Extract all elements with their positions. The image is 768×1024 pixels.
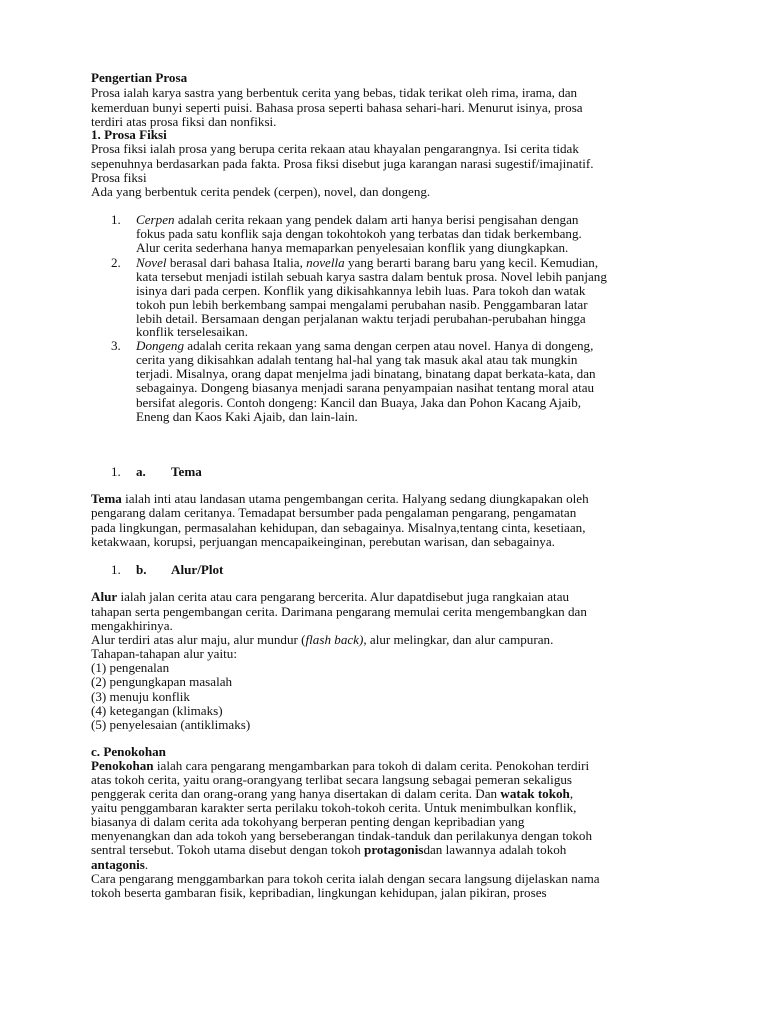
list-number: 1. (111, 212, 121, 227)
subheading-letter: a. (136, 464, 146, 479)
subheading-letter: b. (136, 562, 147, 577)
list-number: 3. (111, 338, 121, 353)
paragraph-line: ketakwaan, korupsi, perjuangan mencapaikeinginan, perebutan warisan, dan sebagainya. (91, 534, 555, 549)
list-item-line: cerita yang dikisahkan adalah tentang hal-hal yang tak masuk akal atau tak mungkin (136, 352, 578, 367)
list-item-line: sebagainya. Dongeng biasanya menjadi sarana penyampaian nasihat tentang moral atau (136, 380, 595, 395)
subheading-number: 1. (111, 464, 121, 479)
section-heading-pengertian: Pengertian Prosa (91, 70, 188, 85)
paragraph-line: pengarang dalam ceritanya. Temadapat bersumber pada pengalaman pengarang, pengamatan (91, 505, 577, 520)
list-item-line: Eneng dan Kaos Kaki Ajaib, dan lain-lain. (136, 409, 358, 424)
paragraph-line: Cara pengarang menggambarkan para tokoh cerita ialah dengan secara langsung dijelaskan nama (91, 871, 600, 886)
paragraph-line: biasanya di dalam cerita ada tokohyang berperan penting dengan kepribadian yang (91, 814, 525, 829)
list-item: (3) menuju konflik (91, 689, 190, 704)
list-item-line: isinya dari pada cerpen. Konflik yang dikisahkannya lebih luas. Para tokoh dan watak (136, 283, 586, 298)
paragraph-line: sentral tersebut. Tokoh utama disebut dengan tokoh protagonisdan lawannya adalah tokoh (91, 842, 567, 857)
list-item: (5) penyelesaian (antiklimaks) (91, 717, 251, 732)
paragraph-line: pada lingkungan, permasalahan kehidupan, dan sebagainya. Misalnya,tentang cinta, kesetiaan, (91, 520, 586, 535)
list-item-dongeng: Dongeng adalah cerita rekaan yang sama dengan cerpen atau novel. Hanya di dongeng, (136, 338, 594, 353)
list-item-line: tokoh pun lebih berkembang sampai mengalami perubahan nasib. Penggambaran latar (136, 297, 588, 312)
paragraph-line: Ada yang berbentuk cerita pendek (cerpen), novel, dan dongeng. (91, 184, 431, 199)
list-item: (2) pengungkapan masalah (91, 674, 233, 689)
section-heading-prosa-fiksi: 1. Prosa Fiksi (91, 127, 167, 142)
paragraph-line: atas tokoh cerita, yaitu orang-orangyang terlibat secara langsung sebagai pemeran sekaligus (91, 772, 573, 787)
paragraph-line: Prosa fiksi (91, 170, 147, 185)
list-item-cerpen: Cerpen adalah cerita rekaan yang pendek dalam arti hanya berisi pengisahan dengan (136, 212, 579, 227)
paragraph-line: Prosa ialah karya sastra yang berbentuk cerita yang bebas, tidak terikat oleh rima, irama, dan (91, 85, 578, 100)
paragraph-line: mengakhirinya. (91, 618, 173, 633)
paragraph-line: tokoh beserta gambaran fisik, kepribadian, lingkungan kehidupan, jalan pikiran, proses (91, 885, 547, 900)
subheading-tema: Tema (171, 464, 202, 479)
paragraph-line: Prosa fiksi ialah prosa yang berupa cerita rekaan atau khayalan pengarangnya. Isi cerita tidak (91, 141, 579, 156)
paragraph-line: kemerduan bunyi seperti puisi. Bahasa prosa seperti bahasa sehari-hari. Menurut isinya, prosa (91, 100, 583, 115)
list-item-line: Alur cerita sederhana hanya memaparkan penyelesaian konflik yang diungkapkan. (136, 240, 569, 255)
paragraph-line: Tahapan-tahapan alur yaitu: (91, 646, 237, 661)
paragraph-line: yaitu penggambaran karakter serta perilaku tokoh-tokoh cerita. Untuk menimbulkan konflik, (91, 800, 577, 815)
subheading-alur: Alur/Plot (171, 562, 224, 577)
paragraph-line: tahapan serta pengembangan cerita. Darimana pengarang memulai cerita mengembangkan dan (91, 604, 587, 619)
paragraph-line: Alur terdiri atas alur maju, alur mundur (flash back), alur melingkar, dan alur campuran. (91, 632, 554, 647)
list-item-novel: Novel berasal dari bahasa Italia, novella yang berarti barang baru yang kecil. Kemudian, (136, 255, 599, 270)
paragraph-line: menyenangkan dan ada tokoh yang berseberangan tindak-tanduk dan perilakunya dengan tokoh (91, 828, 593, 843)
paragraph-line: Alur ialah jalan cerita atau cara pengarang bercerita. Alur dapatdisebut juga rangkaian atau (91, 589, 570, 604)
paragraph-line: Tema ialah inti atau landasan utama pengembangan cerita. Halyang sedang diungkapakan oleh (91, 491, 589, 506)
list-item-line: kata tersebut menjadi istilah sebuah karya sastra dalam bentuk prosa. Novel lebih panjang (136, 269, 607, 284)
list-item-line: fokus pada satu konflik saja dengan tokohtokoh yang terbatas dan tidak berkembang. (136, 226, 582, 241)
paragraph-line: terdiri atas prosa fiksi dan nonfiksi. (91, 114, 277, 129)
list-item-line: konflik terselesaikan. (136, 324, 248, 339)
paragraph-line: Penokohan ialah cara pengarang mengambarkan para tokoh di dalam cerita. Penokohan terdiri (91, 758, 590, 773)
paragraph-line: penggerak cerita dan orang-orang yang hanya disertakan di dalam cerita. Dan watak tokoh, (91, 786, 574, 801)
list-item: (1) pengenalan (91, 660, 170, 675)
section-heading-penokohan: c. Penokohan (91, 744, 166, 759)
list-item-line: terjadi. Misalnya, orang dapat menjelma jadi binatang, binatang dapat berkata-kata, dan (136, 366, 596, 381)
list-number: 2. (111, 255, 121, 270)
paragraph-line: sepenuhnya berdasarkan pada fakta. Prosa fiksi disebut juga karangan narasi sugestif/imajinatif. (91, 156, 594, 171)
list-item-line: bersifat alegoris. Contoh dongeng: Kancil dan Buaya, Jaka dan Pohon Kacang Ajaib, (136, 395, 582, 410)
list-item-line: lebih detail. Bersamaan dengan perjalanan waktu terjadi perubahan-perubahan hingga (136, 311, 586, 326)
list-item: (4) ketegangan (klimaks) (91, 703, 223, 718)
paragraph-line: antagonis. (91, 857, 149, 872)
subheading-number: 1. (111, 562, 121, 577)
